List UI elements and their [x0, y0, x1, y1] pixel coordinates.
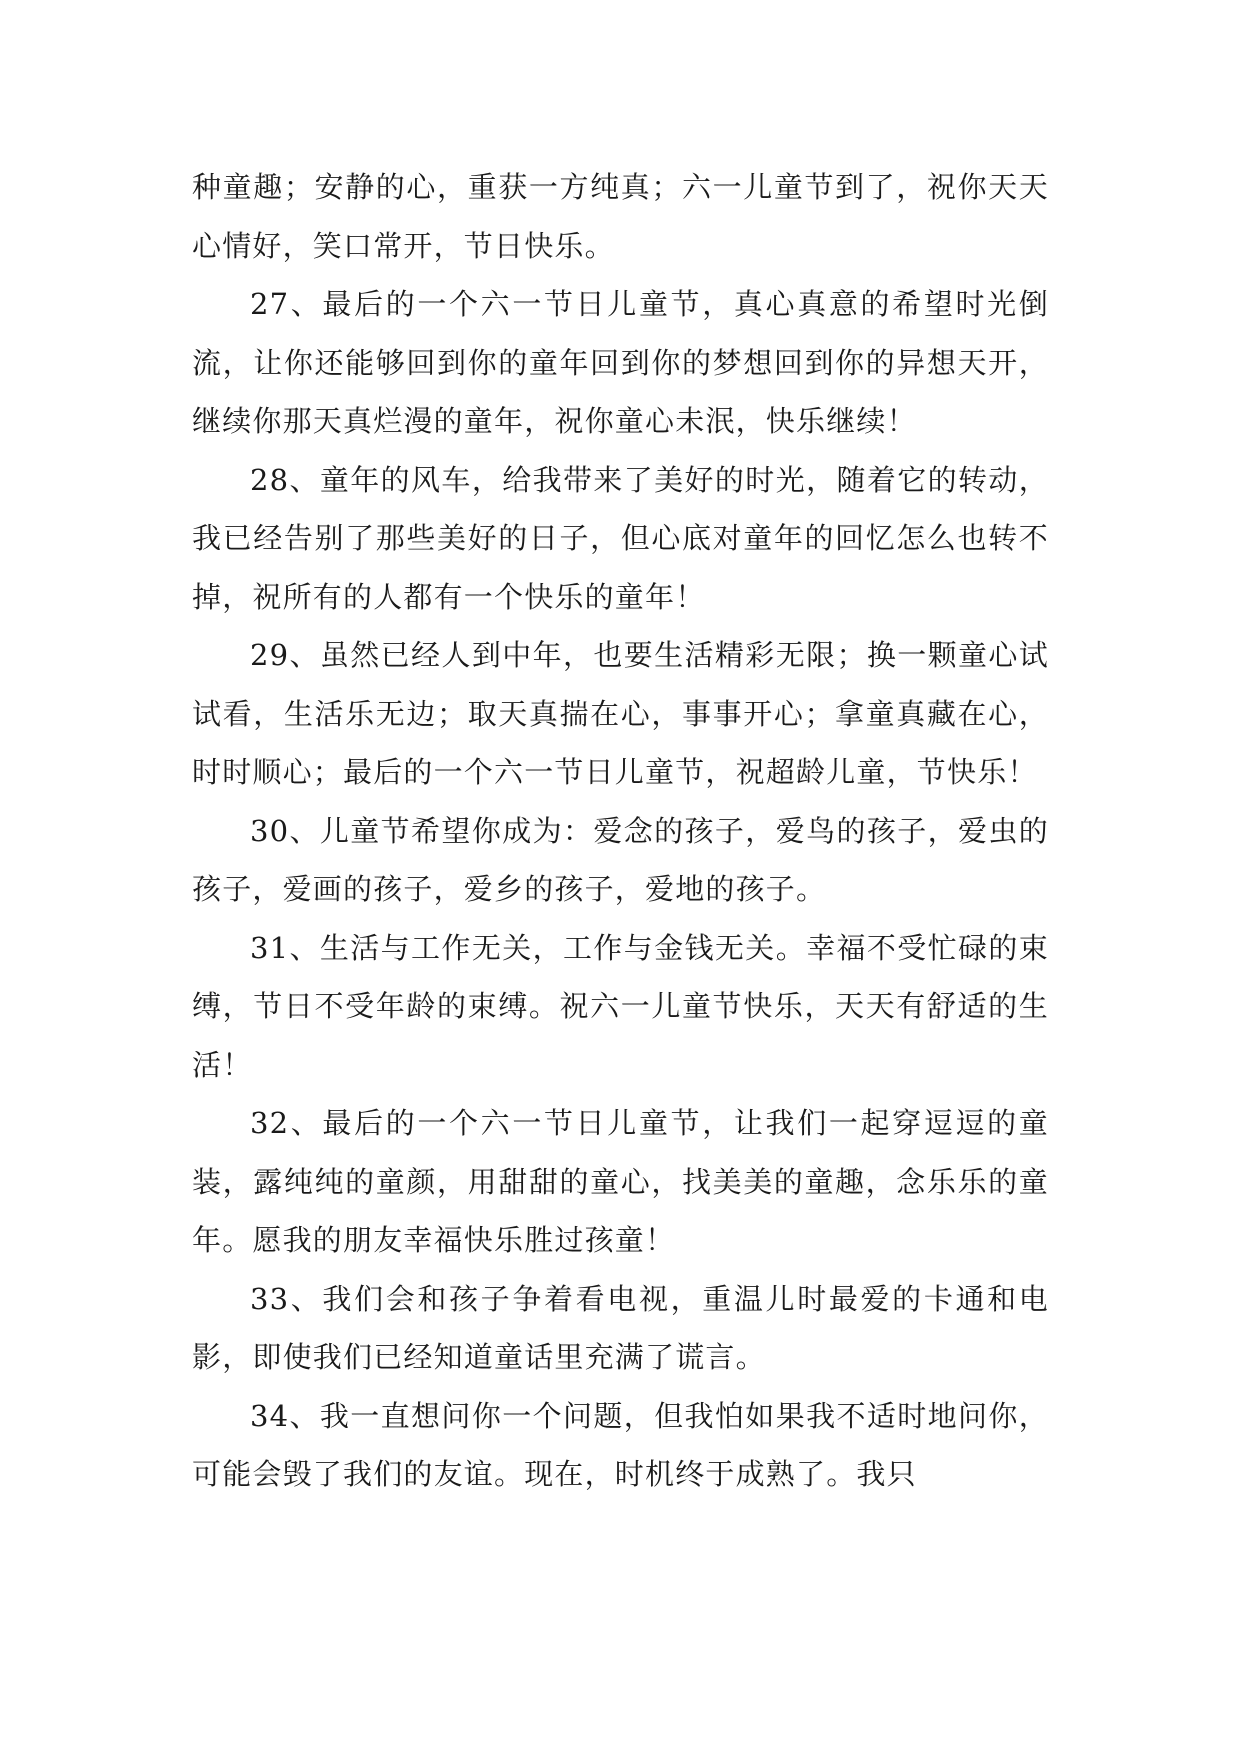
- paragraph-30: 30、儿童节希望你成为：爱念的孩子，爱鸟的孩子，爱虫的孩子，爱画的孩子，爱乡的孩子，爱地的孩子。: [192, 813, 1049, 906]
- paragraph-27: 27、最后的一个六一节日儿童节，真心真意的希望时光倒流，让你还能够回到你的童年回到你的梦想回到你的异想天开，继续你那天真烂漫的童年，祝你童心未泯，快乐继续！: [192, 287, 1049, 438]
- paragraph-29: 29、虽然已经人到中年，也要生活精彩无限；换一颗童心试试看，生活乐无边；取天真揣在心，事事开心；拿童真藏在心，时时顺心；最后的一个六一节日儿童节，祝超龄儿童，节快乐！: [192, 638, 1049, 789]
- paragraph-continuation: 种童趣；安静的心，重获一方纯真；六一儿童节到了，祝你天天心情好，笑口常开，节日快乐。: [192, 170, 1049, 263]
- paragraph-33: 33、我们会和孩子争着看电视，重温儿时最爱的卡通和电影，即使我们已经知道童话里充满了谎言。: [192, 1281, 1049, 1374]
- paragraph-34: 34、我一直想问你一个问题，但我怕如果我不适时地问你，可能会毁了我们的友谊。现在，时机终于成熟了。我只: [192, 1398, 1049, 1491]
- paragraph-31: 31、生活与工作无关，工作与金钱无关。幸福不受忙碌的束缚，节日不受年龄的束缚。祝六一儿童节快乐，天天有舒适的生活！: [192, 930, 1049, 1082]
- paragraph-32: 32、最后的一个六一节日儿童节，让我们一起穿逗逗的童装，露纯纯的童颜，用甜甜的童心，找美美的童趣，念乐乐的童年。愿我的朋友幸福快乐胜过孩童！: [192, 1106, 1049, 1257]
- paragraph-28: 28、童年的风车，给我带来了美好的时光，随着它的转动，我已经告别了那些美好的日子，但心底对童年的回忆怎么也转不掉，祝所有的人都有一个快乐的童年！: [192, 462, 1049, 614]
- document-body: [192, 158, 1049, 1504]
